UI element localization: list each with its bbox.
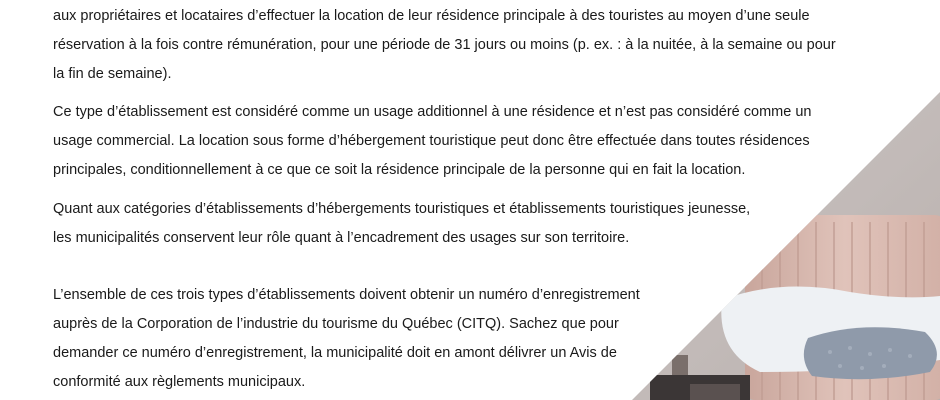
text-line: la fin de semaine).	[53, 66, 172, 82]
text-line: Quant aux catégories d’établissements d’hébergements touristiques et établissements touristiques jeunesse,	[53, 201, 751, 217]
text-line: les municipalités conservent leur rôle quant à l’encadrement des usages sur son territoire.	[53, 230, 630, 246]
paragraph-usage-additionnel	[53, 98, 893, 185]
text-line: auprès de la Corporation de l’industrie du tourisme du Québec (CITQ). Sachez que pour	[53, 316, 619, 332]
paragraph-citq-enregistrement	[53, 281, 713, 397]
text-line: aux propriétaires et locataires d’effectuer la location de leur résidence principale à des touristes au moyen d’une seule	[53, 8, 810, 24]
text-line: principales, conditionnellement à ce que ce soit la résidence principale de la personne qui en fait la location.	[53, 162, 746, 178]
text-line: conformité aux règlements municipaux.	[53, 374, 306, 390]
text-line: usage commercial. La location sous forme d’hébergement touristique peut donc être effectuée dans toutes résidences	[53, 133, 810, 149]
text-line: L’ensemble de ces trois types d’établissements doivent obtenir un numéro d’enregistrement	[53, 287, 640, 303]
text-line: demander ce numéro d’enregistrement, la municipalité doit en amont délivrer un Avis de	[53, 345, 617, 361]
paragraph-categories	[53, 195, 833, 253]
paragraph-location-definition	[53, 2, 913, 89]
text-line: réservation à la fois contre rémunération, pour une période de 31 jours ou moins (p. ex. : à la nuitée, à la semaine ou pour	[53, 37, 836, 53]
text-line: Ce type d’établissement est considéré comme un usage additionnel à une résidence et n’est pas considéré comme un	[53, 104, 812, 120]
